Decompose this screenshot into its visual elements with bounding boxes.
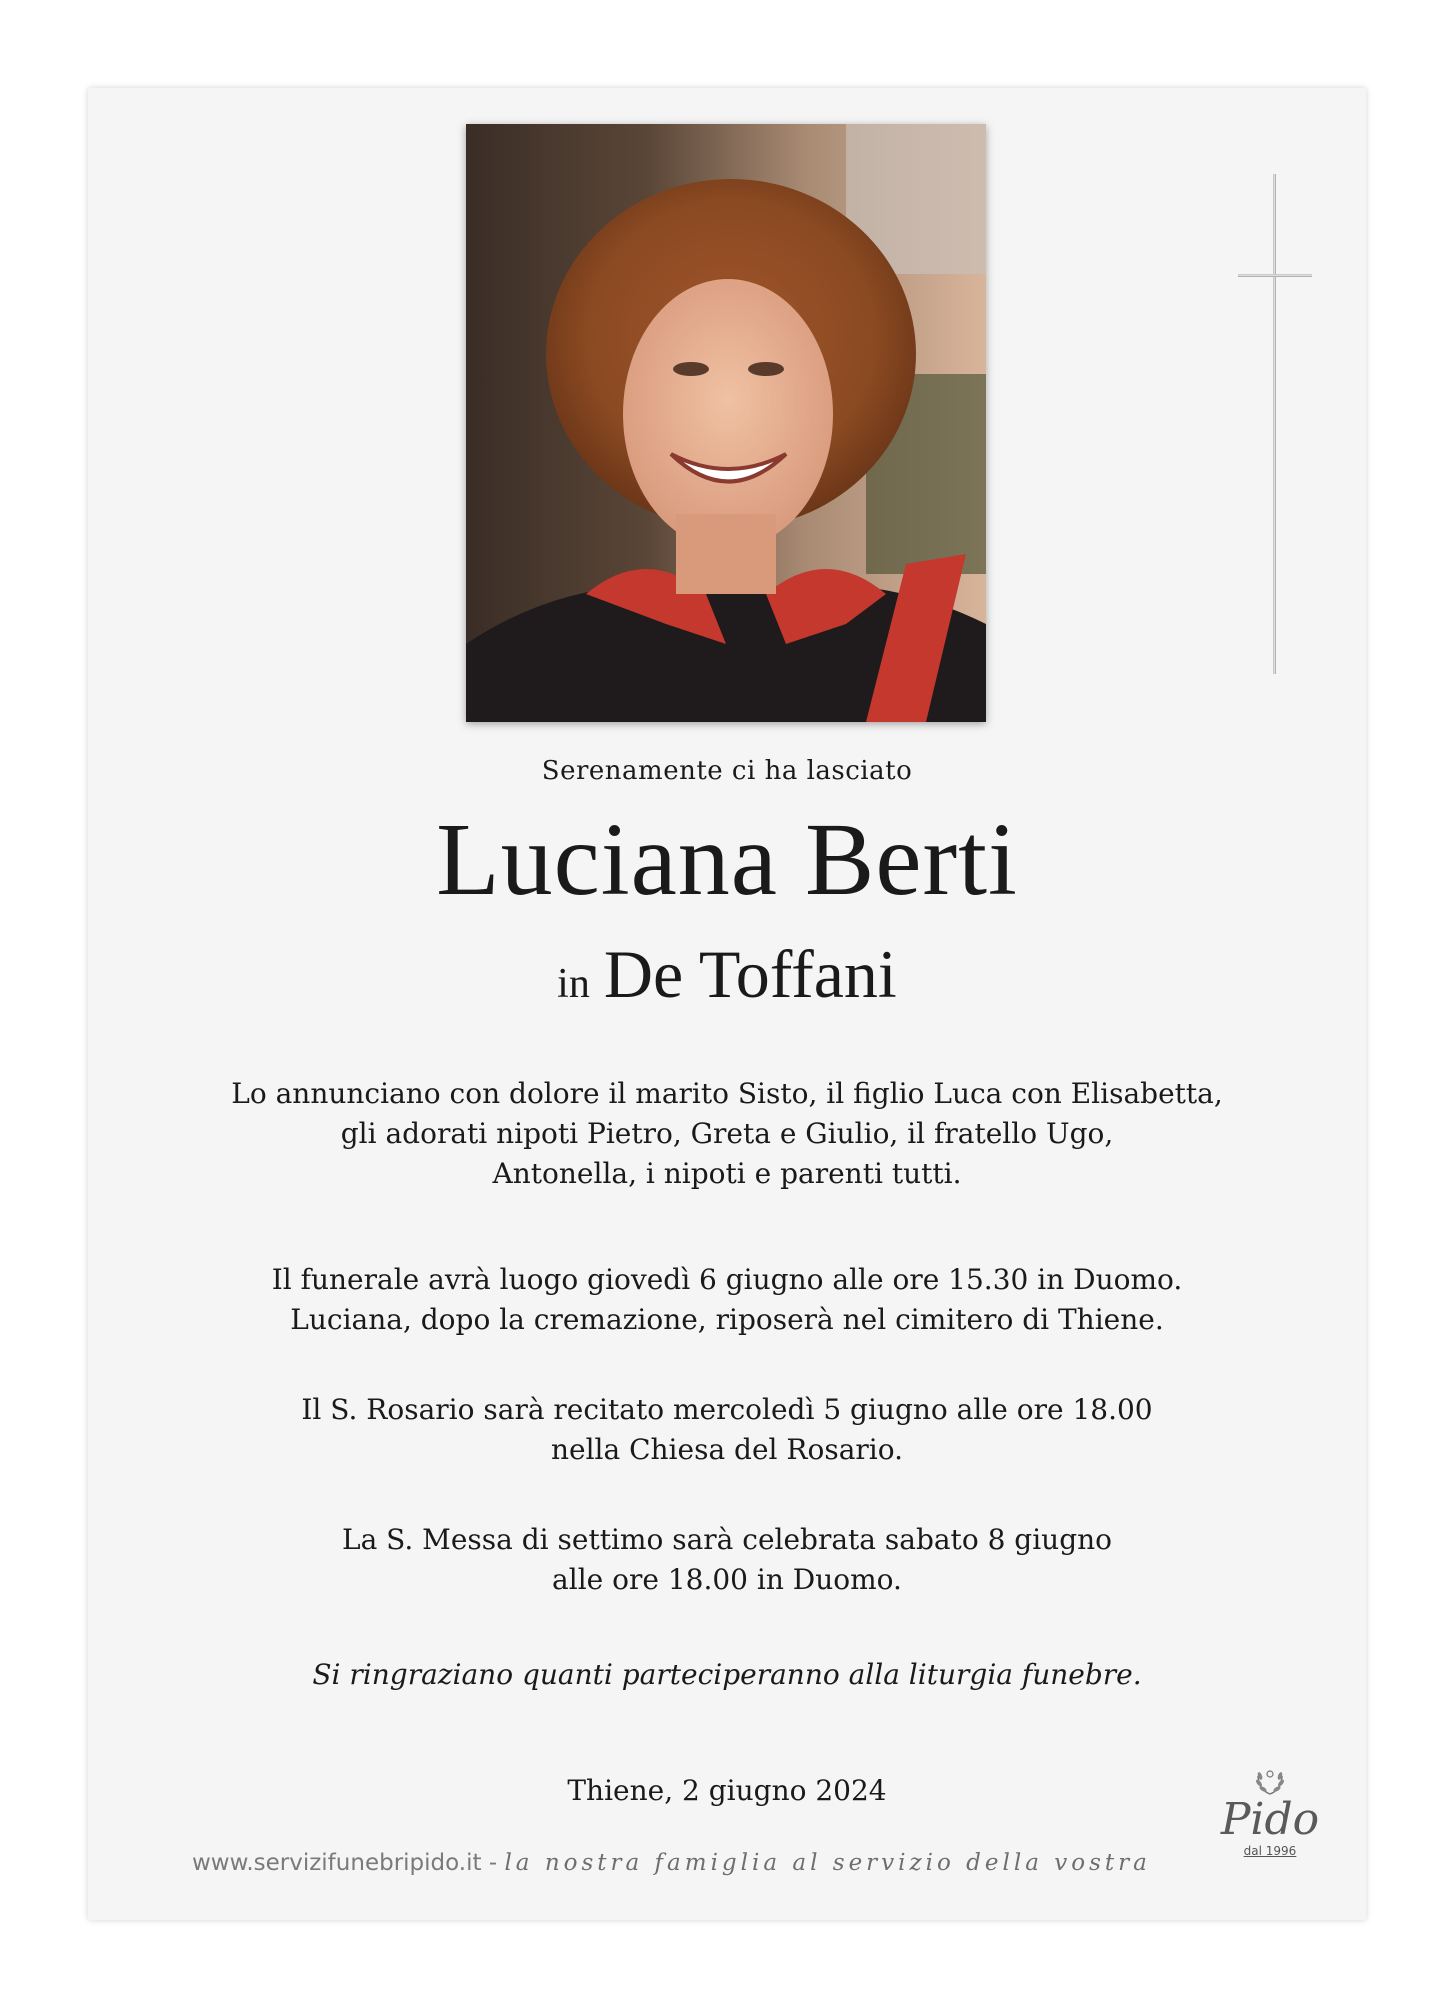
obituary-card: [88, 88, 1366, 1920]
intro-text: Serenamente ci ha lasciato: [541, 756, 913, 786]
funeral-home-logo: [1210, 1764, 1330, 1874]
mass-paragraph: [88, 1520, 1366, 1600]
footer: [192, 1850, 1151, 1876]
portrait-photo: [466, 124, 986, 722]
logo-name: Pido: [1220, 1794, 1320, 1845]
laurel-wreath-icon: [1253, 1764, 1287, 1798]
rosary-line: nella Chiesa del Rosario.: [550, 1433, 903, 1466]
cross-horizontal-bar: [1238, 274, 1312, 277]
footer-tagline: la nostra famiglia al servizio della vostra: [504, 1850, 1151, 1876]
married-prefix: in: [557, 961, 590, 1007]
rosary-paragraph: [88, 1390, 1366, 1470]
rosary-line: Il S. Rosario sarà recitato mercoledì 5 giugno alle ore 18.00: [301, 1393, 1153, 1426]
logo-since: dal 1996: [1243, 1844, 1297, 1858]
funeral-line: Luciana, dopo la cremazione, riposerà nel cimitero di Thiene.: [290, 1303, 1164, 1336]
thanks-text: Si ringraziano quanti parteciperanno alla liturgia funebre.: [312, 1658, 1142, 1691]
deceased-name: Luciana Berti: [436, 802, 1018, 917]
married-name: [88, 934, 1366, 1033]
funeral-line: Il funerale avrà luogo giovedì 6 giugno alle ore 15.30 in Duomo.: [271, 1263, 1183, 1296]
place-date: Thiene, 2 giugno 2024: [567, 1774, 887, 1807]
mass-line: La S. Messa di settimo sarà celebrata sabato 8 giugno: [341, 1523, 1113, 1556]
cross-vertical-bar: [1273, 174, 1276, 674]
website-link[interactable]: www.servizifunebripido.it: [192, 1850, 482, 1876]
funeral-paragraph: [88, 1260, 1366, 1340]
announcement-line: gli adorati nipoti Pietro, Greta e Giulio, il fratello Ugo,: [340, 1117, 1114, 1150]
mass-line: alle ore 18.00 in Duomo.: [552, 1563, 902, 1596]
announcement-paragraph: [88, 1074, 1366, 1194]
announcement-line: Antonella, i nipoti e parenti tutti.: [492, 1157, 962, 1190]
cross-icon: [1238, 174, 1312, 674]
footer-separator: -: [481, 1850, 505, 1876]
married-surname: De Toffani: [603, 936, 897, 1012]
announcement-line: Lo annunciano con dolore il marito Sisto, il figlio Luca con Elisabetta,: [231, 1077, 1223, 1110]
